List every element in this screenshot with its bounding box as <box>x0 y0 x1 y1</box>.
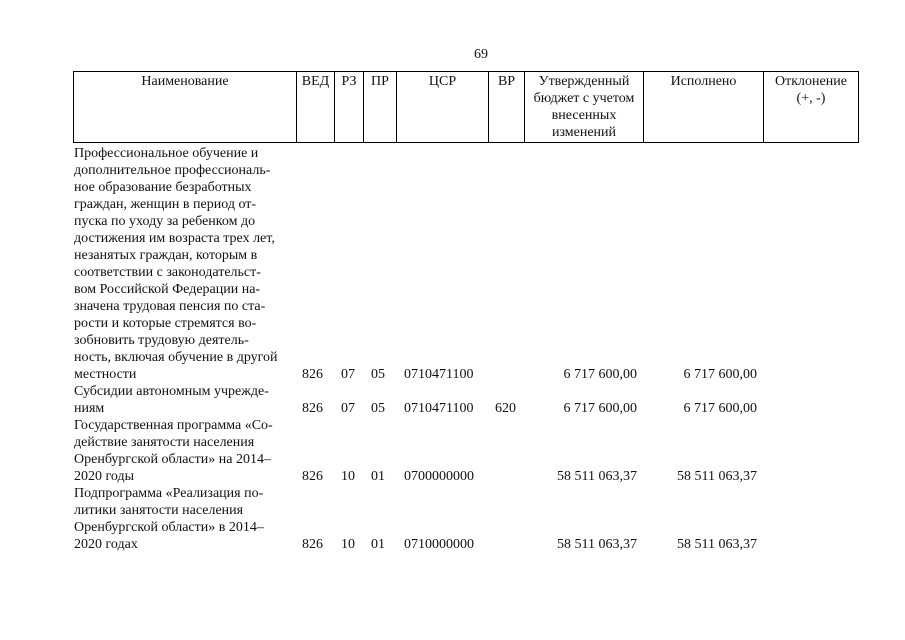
header-rz: РЗ <box>334 71 363 143</box>
row-executed: 58 511 063,37 <box>677 469 757 484</box>
table-header-bottom-rule <box>73 142 859 143</box>
header-name: Наименование <box>73 71 296 143</box>
row-ved: 826 <box>302 537 323 552</box>
table-row <box>0 485 905 553</box>
row-executed: 6 717 600,00 <box>683 401 757 416</box>
row-vr: 620 <box>495 401 516 416</box>
page-number: 69 <box>474 47 488 62</box>
row-csr: 0710471100 <box>404 367 474 382</box>
row-approved: 58 511 063,37 <box>557 537 637 552</box>
header-executed: Исполнено <box>643 71 763 143</box>
header-pr: ПР <box>363 71 396 143</box>
row-csr: 0700000000 <box>404 469 474 484</box>
row-rz: 10 <box>341 537 355 552</box>
table-row <box>0 417 905 485</box>
row-pr: 01 <box>371 537 385 552</box>
row-csr: 0710471100 <box>404 401 474 416</box>
row-name: Подпрограмма «Реализация по- литики занятости населения Оренбургской области» в 2014– 2020 годах <box>74 486 264 552</box>
row-pr: 05 <box>371 367 385 382</box>
row-ved: 826 <box>302 401 323 416</box>
table-row <box>0 383 905 417</box>
row-name: Субсидии автономным учрежде- ниям <box>74 384 269 416</box>
header-ved: ВЕД <box>296 71 334 143</box>
table-row <box>0 145 905 383</box>
row-ved: 826 <box>302 367 323 382</box>
row-approved: 6 717 600,00 <box>563 367 637 382</box>
header-csr: ЦСР <box>396 71 488 143</box>
header-vr: ВР <box>488 71 524 143</box>
row-rz: 07 <box>341 401 355 416</box>
row-executed: 6 717 600,00 <box>683 367 757 382</box>
row-rz: 07 <box>341 367 355 382</box>
row-rz: 10 <box>341 469 355 484</box>
row-name: Профессиональное обучение и дополнительное профессиональ- ное образование безработных граждан, женщин в период от- пуска по уходу за ребенком до достижения им возраста трех лет, незанятых граждан, которым в соответствии с законодательст- вом Российской Федерации на- значена трудовая пенсия по ста- рости и которые стремятся во- зобновить трудовую деятель- ность, включая обучение в другой местности <box>74 146 278 382</box>
row-csr: 0710000000 <box>404 537 474 552</box>
header-deviation: Отклонение (+, -) <box>763 71 859 143</box>
header-approved-budget: Утвержденный бюджет с учетом внесенных изменений <box>524 71 643 143</box>
row-ved: 826 <box>302 469 323 484</box>
row-approved: 6 717 600,00 <box>563 401 637 416</box>
row-pr: 01 <box>371 469 385 484</box>
row-name: Государственная программа «Со- действие занятости населения Оренбургской области» на 2014– 2020 годы <box>74 418 273 484</box>
row-pr: 05 <box>371 401 385 416</box>
row-approved: 58 511 063,37 <box>557 469 637 484</box>
row-executed: 58 511 063,37 <box>677 537 757 552</box>
